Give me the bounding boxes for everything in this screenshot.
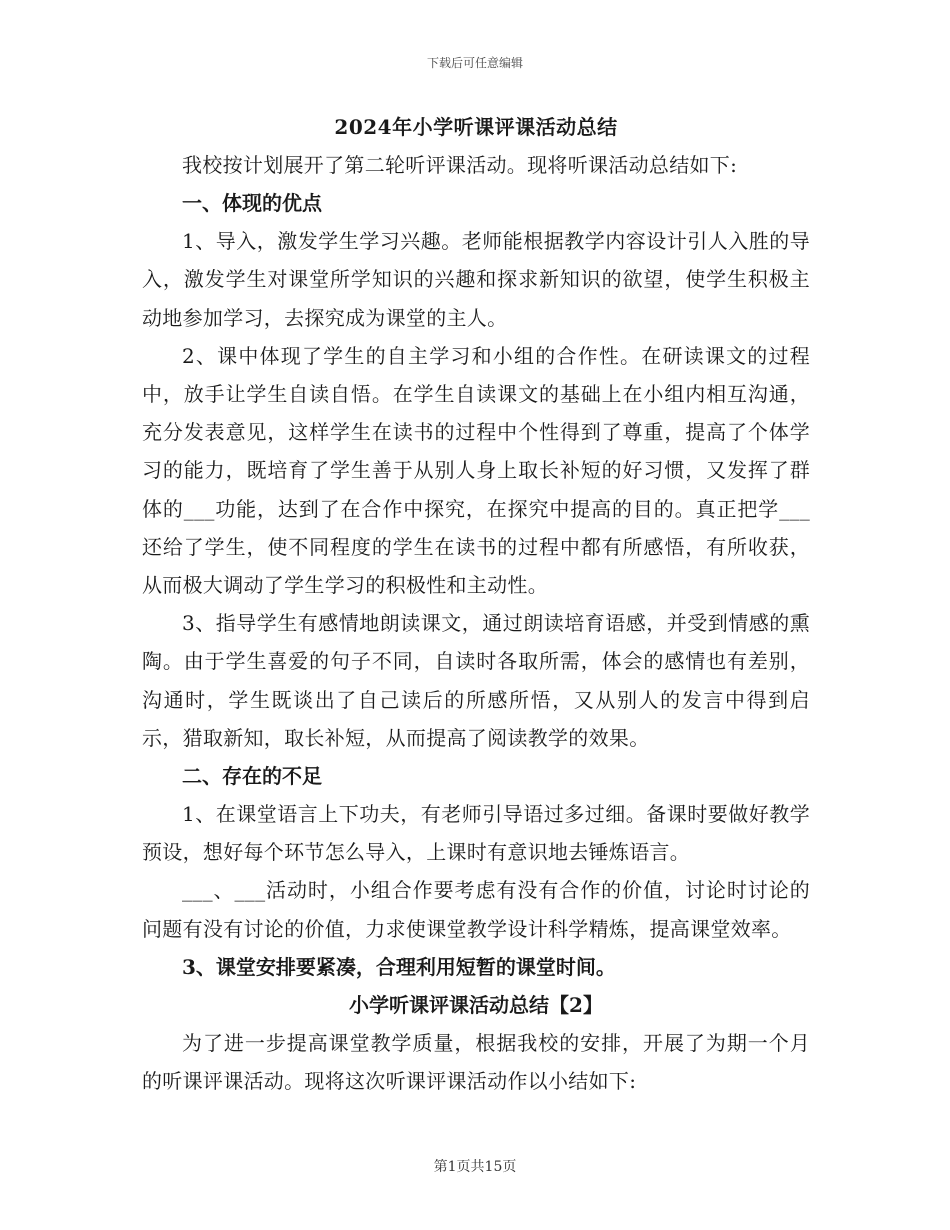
strength-paragraph-3: 3、指导学生有感情地朗读课文，通过朗读培育语感，并受到情感的熏陶。由于学生喜爱的句子不同，自读时各取所需，体会的感情也有差别，沟通时，学生既谈出了自己读后的所感所悟，又从别人的发言中得到启示，猎取新知，取长补短，从而提高了阅读教学的效果。 [142,611,810,750]
summary2-paragraph-1: 为了进一步提高课堂教学质量，根据我校的安排，开展了为期一个月的听课评课活动。现将这次听课评课活动作以小结如下: [142,1030,810,1094]
document-subtitle: 小学听课评课活动总结【2】 [349,992,603,1017]
page-footer: 第1页共15页 [433,1159,517,1175]
header-note: 下载后可任意编辑 [426,56,523,70]
shortcoming-paragraph-2: ___、___活动时，小组合作要考虑有没有合作的价值，讨论时讨论的问题有没有讨论的价值，力求使课堂教学设计科学精炼，提高课堂效率。 [142,878,810,941]
strength-paragraph-1: 1、导入，激发学生学习兴趣。老师能根据教学内容设计引人入胜的导入，激发学生对课堂所学知识的兴趣和探求新知识的欲望，使学生积极主动地参加学习，去探究成为课堂的主人。 [142,229,810,330]
section-heading-shortcomings: 二、存在的不足 [182,764,322,789]
document-body [142,108,810,1100]
shortcoming-bold-point: 3、课堂安排要紧凑，合理利用短暂的课堂时间。 [182,954,616,979]
strength-paragraph-2: 2、课中体现了学生的自主学习和小组的合作性。在研读课文的过程中，放手让学生自读自悟。在学生自读课文的基础上在小组内相互沟通，充分发表意见，这样学生在读书的过程中个性得到了尊重，提高了个体学习的能力，既培育了学生善于从别人身上取长补短的好习惯，又发挥了群体的___功能，达到了在合作中探究，在探究中提高的目的。真正把学___还给了学生，使不同程度的学生在读书的过程中都有所感悟，有所收获，从而极大调动了学生学习的积极性和主动性。 [142,343,810,598]
shortcoming-paragraph-1: 1、在课堂语言上下功夫，有老师引导语过多过细。备课时要做好教学预设，想好每个环节怎么导入，上课时有意识地去锤炼语言。 [142,802,810,865]
document-title: 2024年小学听课评课活动总结 [334,115,618,139]
section-heading-strengths: 一、体现的优点 [182,191,322,216]
intro-paragraph: 我校按计划展开了第二轮听评课活动。现将听课活动总结如下: [182,153,738,177]
